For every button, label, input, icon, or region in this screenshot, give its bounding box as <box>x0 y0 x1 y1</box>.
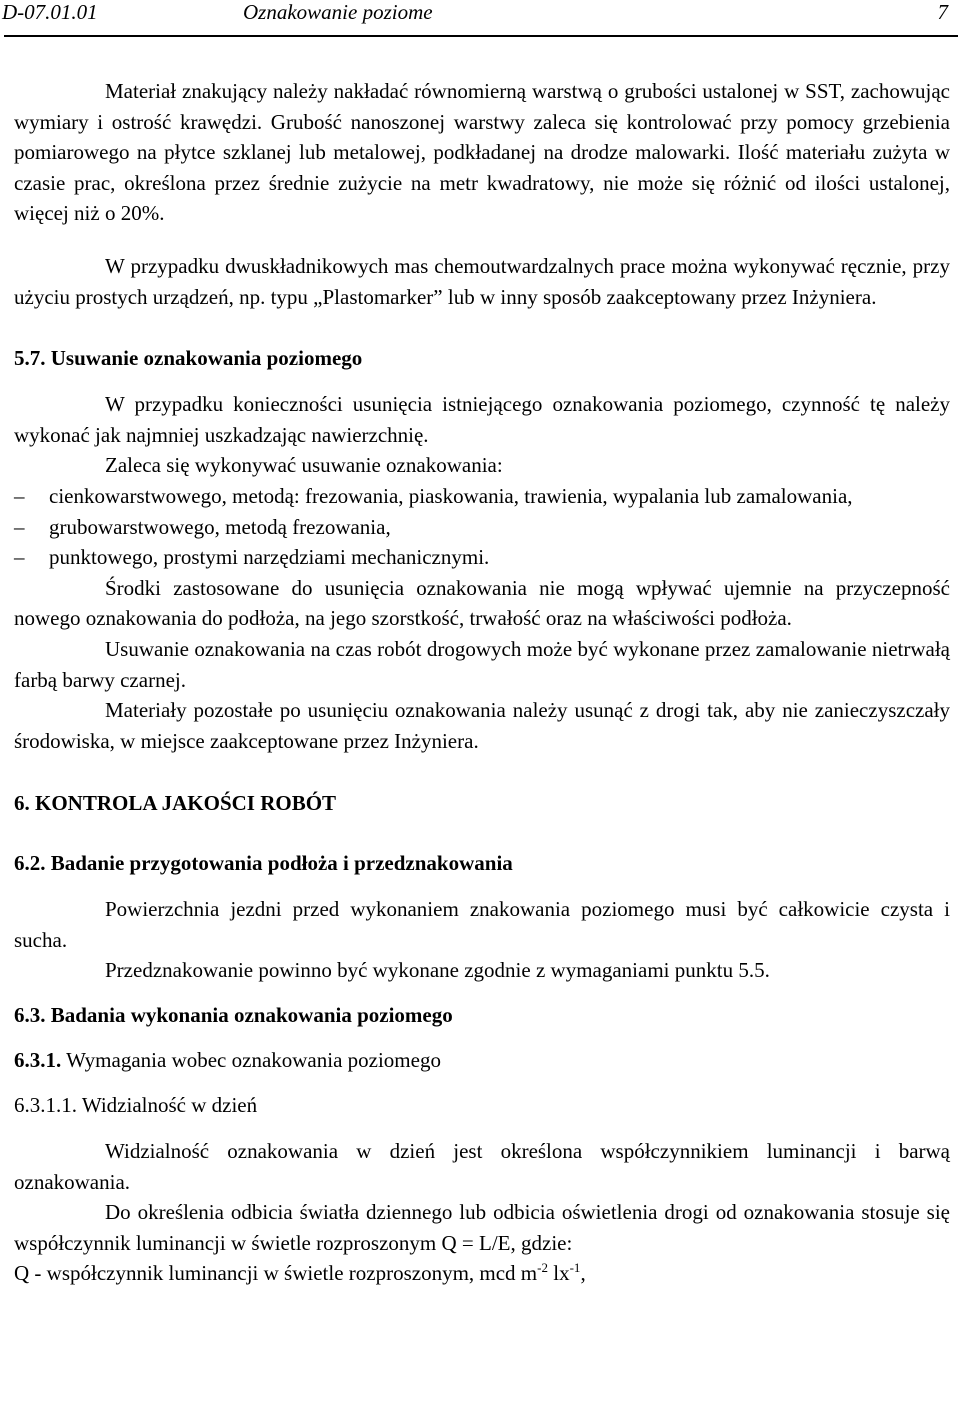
list-dash: – <box>14 545 25 570</box>
formula-unit: lx <box>548 1261 570 1286</box>
section-heading-6: 6. KONTROLA JAKOŚCI ROBÓT <box>14 791 337 816</box>
list-dash: – <box>14 514 25 539</box>
paragraph: Zaleca się wykonywać usuwanie oznakowania: <box>105 453 503 478</box>
paragraph: Powierzchnia jezdni przed wykonaniem znakowania poziomego musi być całkowicie czysta i sucha. <box>14 897 950 952</box>
paragraph: Usuwanie oznakowania na czas robót drogowych może być wykonane przez zamalowanie nietrwałą farbą barwy czarnej. <box>14 636 950 692</box>
formula-exponent: -1 <box>569 1260 581 1276</box>
paragraph: Środki zastosowane do usunięcia oznakowania nie mogą wpływać ujemnie na przyczepność nowego oznakowania do podłoża, na jego szorstkość, trwałość oraz na właściwości podłoża. <box>14 575 950 631</box>
heading-number: 6.3.1. <box>14 1048 62 1073</box>
paragraph: Przedznakowanie powinno być wykonane zgodnie z wymaganiami punktu 5.5. <box>105 958 770 983</box>
list-item-text: grubowarstwowego, metodą frezowania, <box>49 514 391 539</box>
list-item <box>14 542 950 573</box>
paragraph: Widzialność oznakowania w dzień jest określona współczynnikiem luminancji i barwą oznakowania. <box>14 1139 950 1194</box>
list-item-text: punktowego, prostymi narzędziami mechanicznymi. <box>49 545 490 570</box>
document-code: D-07.01.01 <box>2 0 98 24</box>
page-number: 7 <box>937 0 948 24</box>
formula-exponent: -2 <box>537 1260 548 1276</box>
page-body <box>14 0 950 1289</box>
section-heading-5-7: 5.7. Usuwanie oznakowania poziomego <box>14 346 363 371</box>
list-item-text: cienkowarstwowego, metodą: frezowania, piaskowania, trawienia, wypalania lub zamalowania, <box>49 483 853 508</box>
paragraph: W przypadku dwuskładnikowych mas chemoutwardzalnych prace można wykonywać ręcznie, przy użyciu prostych urządzeń, np. typu „Plastomarker” lub w inny sposób zaakceptowany przez Inżyniera. <box>14 253 950 309</box>
document-title: Oznakowanie poziome <box>243 0 433 24</box>
section-heading-6-3-1 <box>14 1045 950 1075</box>
formula-end: , <box>580 1261 586 1286</box>
list-item <box>14 481 950 512</box>
paragraph: Materiały pozostałe po usunięciu oznakowania należy usunąć z drogi tak, aby nie zanieczyszczały środowiska, w miejsce zaakceptowane przez Inżyniera. <box>14 698 950 753</box>
list-dash: – <box>14 483 25 508</box>
paragraph: Do określenia odbicia światła dziennego lub odbicia oświetlenia drogi od oznakowania stosuje się współczynnik luminancji w świetle rozproszonym Q = L/E, gdzie: <box>14 1200 950 1255</box>
formula-text: Q - współczynnik luminancji w świetle rozproszonym, mcd m <box>14 1261 538 1286</box>
paragraph: W przypadku konieczności usunięcia istniejącego oznakowania poziomego, czynność tę należy wykonać jak najmniej uszkadzając nawierzchnię. <box>14 392 950 447</box>
paragraph: Materiał znakujący należy nakładać równomierną warstwą o grubości ustalonej w SST, zachowując wymiary i ostrość krawędzi. Grubość nanoszonej warstwy zaleca się kontrolować przy pomocy grzebienia pomiarowego na płytce szklanej lub metalowej, podkładanej na drodze malowarki. Ilość materiału zużyta w czasie prac, określona przez średnie zużycie na metr kwadratowy, nie może się różnić od ilości ustalonej, więcej niż o 20%. <box>14 79 950 226</box>
section-heading-6-3: 6.3. Badania wykonania oznakowania poziomego <box>14 1003 453 1028</box>
list-item <box>14 512 950 543</box>
formula-line <box>14 1258 950 1289</box>
heading-text: Wymagania wobec oznakowania poziomego <box>66 1048 441 1073</box>
section-heading-6-3-1-1: 6.3.1.1. Widzialność w dzień <box>14 1093 258 1118</box>
section-heading-6-2: 6.2. Badanie przygotowania podłoża i przedznakowania <box>14 851 513 876</box>
